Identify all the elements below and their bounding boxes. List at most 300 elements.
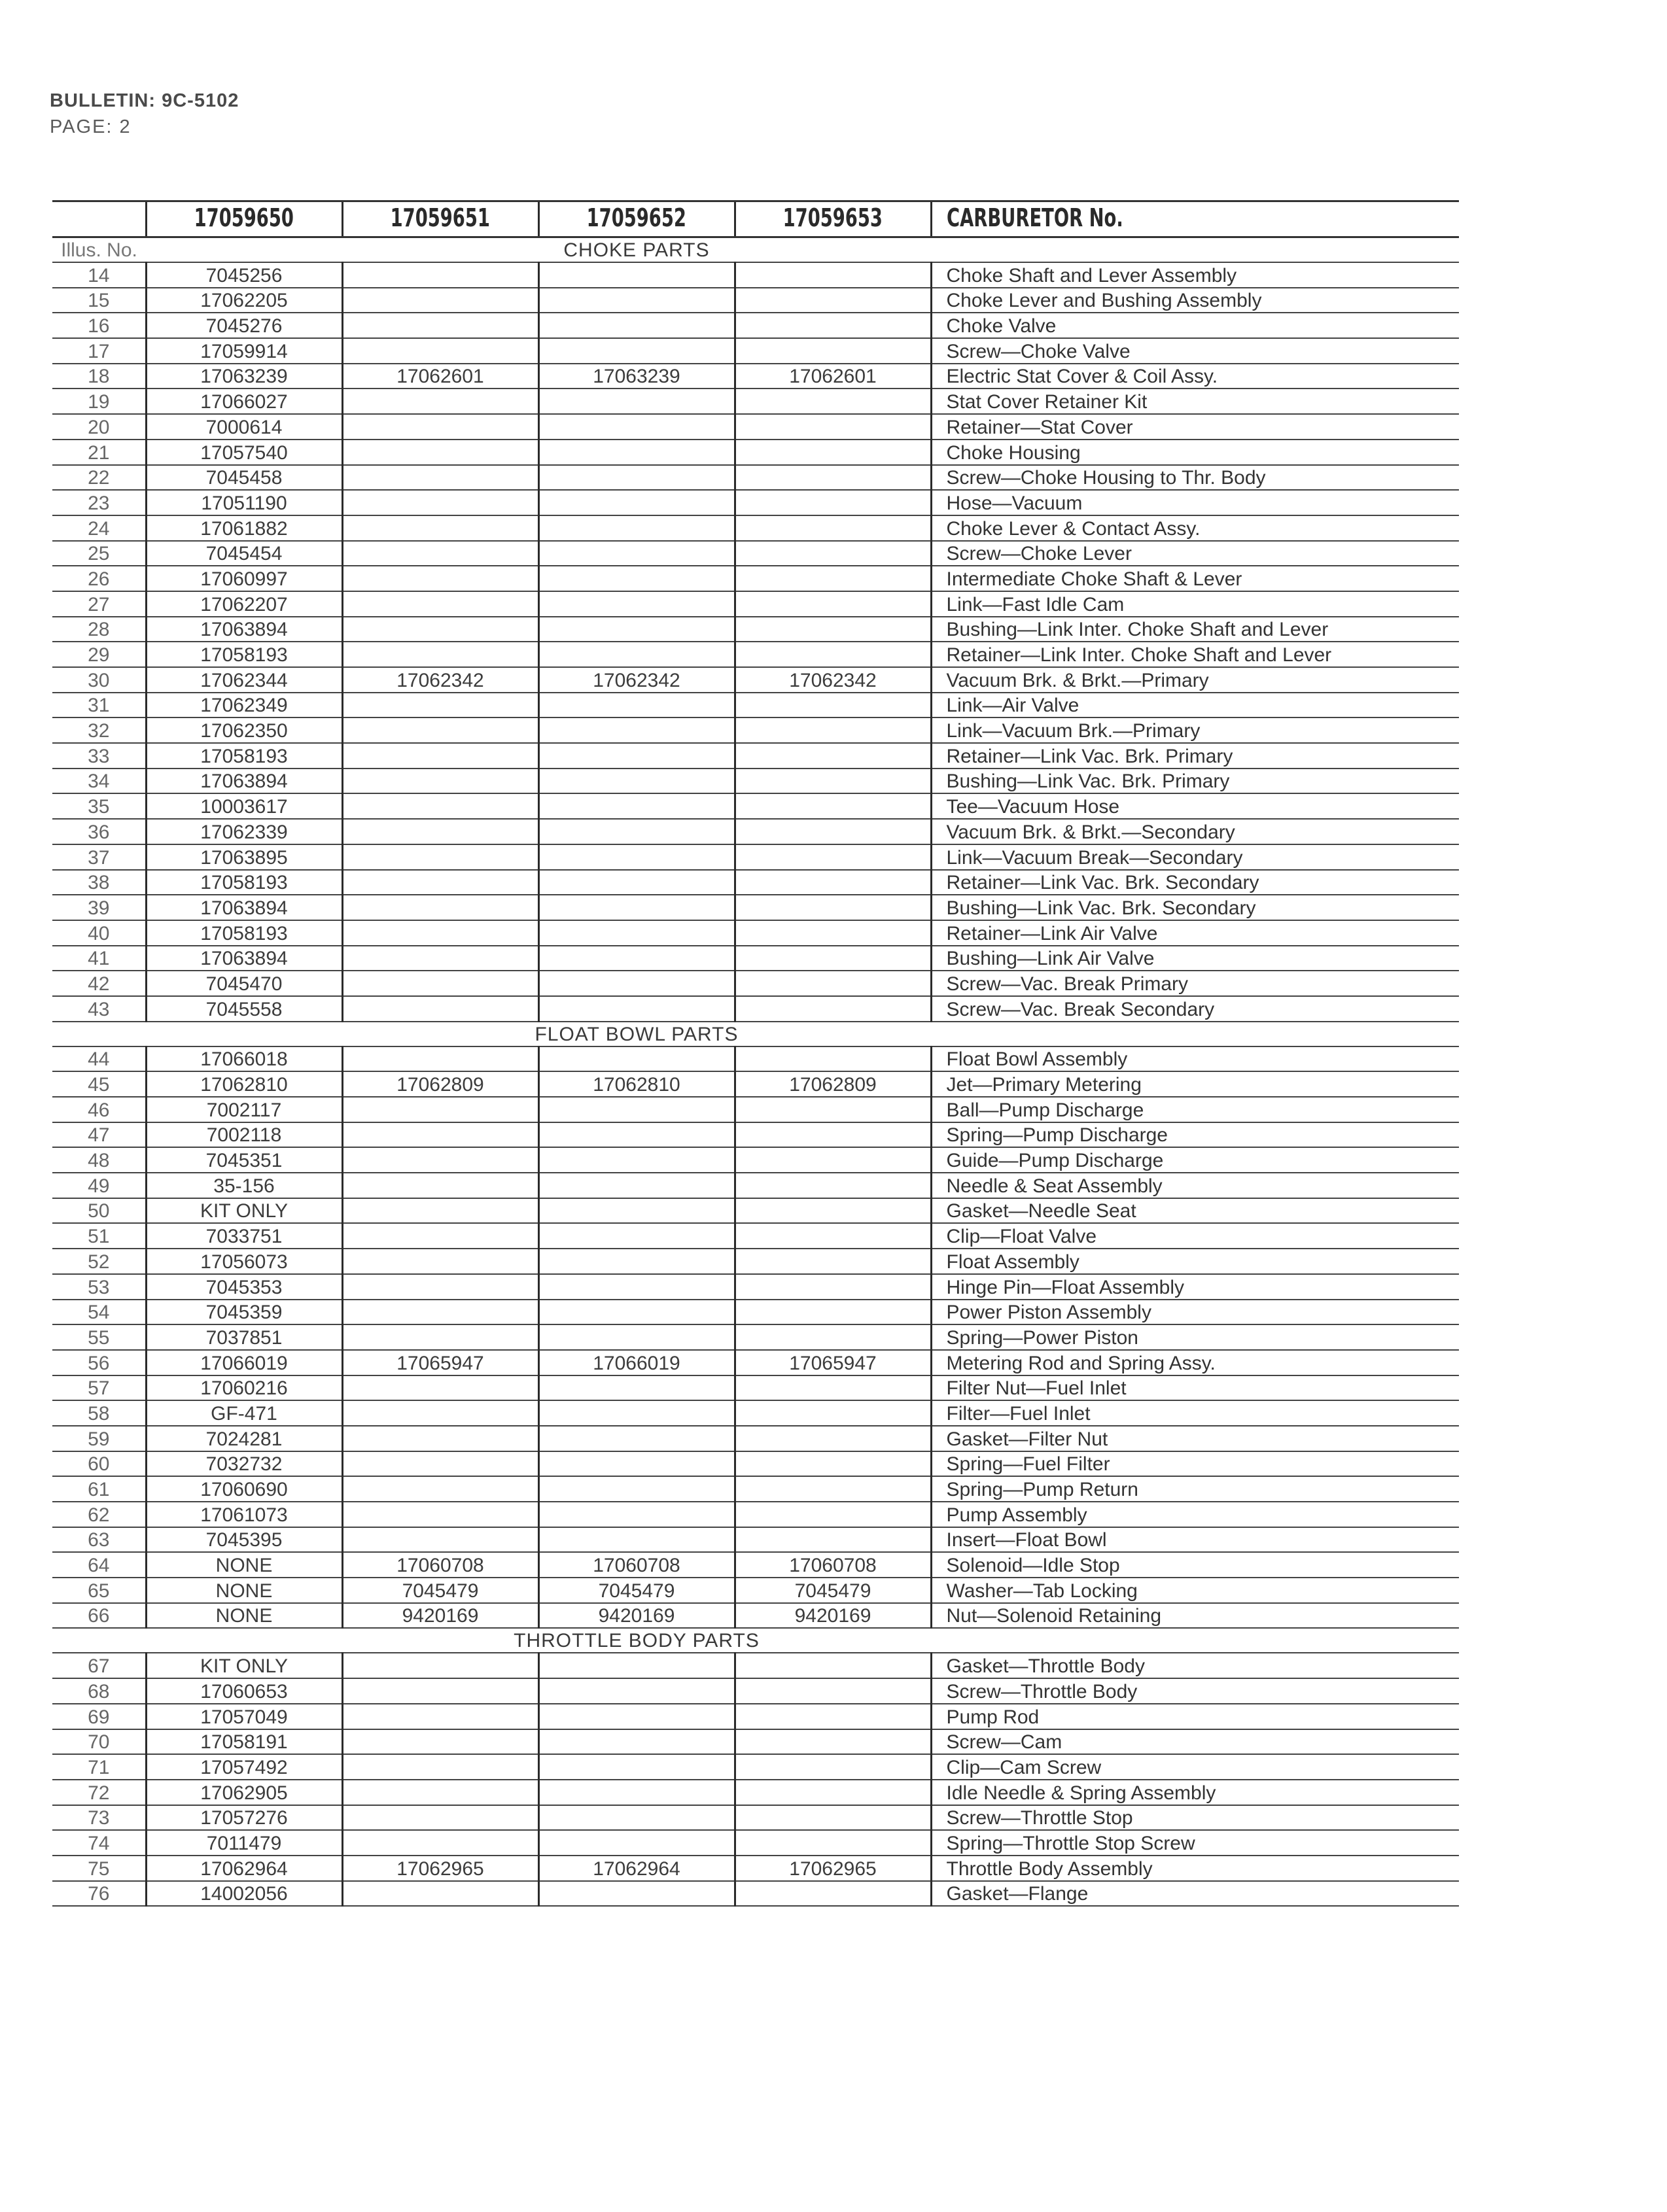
part-number-17059653 (735, 1198, 931, 1224)
part-number-17059652: 17062342 (538, 667, 735, 693)
part-number-17059651 (342, 566, 538, 591)
part-number-17059652 (538, 1704, 735, 1729)
part-number-17059652 (538, 1400, 735, 1426)
illus-number: 22 (52, 465, 146, 491)
part-description: Retainer—Link Air Valve (931, 920, 1459, 946)
part-number-17059653 (735, 1653, 931, 1678)
part-number-17059650: 14002056 (146, 1881, 342, 1907)
table-row (52, 1476, 1459, 1502)
part-number-17059653 (735, 1300, 931, 1325)
part-number-17059652 (538, 288, 735, 313)
part-number-17059651 (342, 1249, 538, 1274)
part-number-17059651 (342, 1046, 538, 1072)
illus-number: 69 (52, 1704, 146, 1729)
part-number-17059652 (538, 1881, 735, 1907)
table-row (52, 338, 1459, 364)
table-row (52, 1400, 1459, 1426)
illus-number: 19 (52, 389, 146, 414)
part-number-17059650: 7045558 (146, 996, 342, 1022)
part-number-17059653 (735, 1426, 931, 1451)
part-number-17059653 (735, 769, 931, 794)
part-description: Choke Lever and Bushing Assembly (931, 288, 1459, 313)
illus-number: 71 (52, 1754, 146, 1780)
part-description: Bushing—Link Air Valve (931, 946, 1459, 971)
part-number-17059653 (735, 1400, 931, 1426)
illus-number: 67 (52, 1653, 146, 1678)
illus-number: 43 (52, 996, 146, 1022)
table-row (52, 1527, 1459, 1553)
part-number-17059652 (538, 566, 735, 591)
part-number-17059650: 17062964 (146, 1856, 342, 1881)
part-number-17059653 (735, 1502, 931, 1527)
section-blank (931, 1628, 1459, 1653)
part-number-17059653 (735, 617, 931, 642)
part-number-17059651 (342, 743, 538, 769)
part-number-17059653 (735, 1451, 931, 1477)
illus-number: 37 (52, 844, 146, 870)
part-number-17059652 (538, 338, 735, 364)
part-description: Pump Rod (931, 1704, 1459, 1729)
part-number-17059652 (538, 1502, 735, 1527)
illus-number: 53 (52, 1274, 146, 1300)
part-number-17059653 (735, 819, 931, 844)
part-number-17059650: 17060653 (146, 1678, 342, 1704)
part-number-17059651 (342, 1122, 538, 1148)
illus-number: 33 (52, 743, 146, 769)
part-number-17059650: 17061882 (146, 515, 342, 541)
part-number-17059653 (735, 1274, 931, 1300)
illus-number: 60 (52, 1451, 146, 1477)
table-row (52, 1451, 1459, 1477)
part-number-17059651 (342, 793, 538, 819)
part-description: Screw—Choke Lever (931, 541, 1459, 566)
illus-number: 41 (52, 946, 146, 971)
part-description: Spring—Pump Return (931, 1476, 1459, 1502)
table-row (52, 693, 1459, 718)
carburetor-parts-table (52, 200, 1459, 1907)
part-number-17059653 (735, 541, 931, 566)
illus-number: 73 (52, 1805, 146, 1831)
illus-number: 27 (52, 591, 146, 617)
part-number-17059651 (342, 870, 538, 895)
part-description: Bushing—Link Vac. Brk. Primary (931, 769, 1459, 794)
illus-number: 50 (52, 1198, 146, 1224)
part-number-17059653 (735, 996, 931, 1022)
illus-number: 63 (52, 1527, 146, 1553)
part-number-17059652 (538, 1527, 735, 1553)
table-row (52, 743, 1459, 769)
part-number-17059652 (538, 1780, 735, 1805)
illus-number: 30 (52, 667, 146, 693)
model-column-1: 17059650 (146, 201, 342, 237)
model-column-4: 17059653 (735, 201, 931, 237)
part-number-17059652 (538, 1451, 735, 1477)
illus-number: 54 (52, 1300, 146, 1325)
part-number-17059653 (735, 1147, 931, 1173)
illus-number: 40 (52, 920, 146, 946)
table-row (52, 1678, 1459, 1704)
illus-number: 28 (52, 617, 146, 642)
part-number-17059651 (342, 1502, 538, 1527)
part-number-17059650: KIT ONLY (146, 1653, 342, 1678)
part-number-17059650: GF-471 (146, 1400, 342, 1426)
table-row (52, 1552, 1459, 1578)
illus-number: 36 (52, 819, 146, 844)
part-number-17059653 (735, 1097, 931, 1122)
illus-number: 74 (52, 1830, 146, 1856)
part-description: Power Piston Assembly (931, 1300, 1459, 1325)
part-number-17059653 (735, 566, 931, 591)
table-row (52, 1578, 1459, 1603)
part-number-17059651 (342, 414, 538, 440)
part-number-17059650: 17062339 (146, 819, 342, 844)
part-number-17059651 (342, 389, 538, 414)
part-description: Link—Vacuum Break—Secondary (931, 844, 1459, 870)
part-number-17059650: 17058193 (146, 743, 342, 769)
part-number-17059652 (538, 1274, 735, 1300)
part-description: Retainer—Link Vac. Brk. Primary (931, 743, 1459, 769)
part-number-17059652 (538, 1653, 735, 1678)
illus-number: 66 (52, 1603, 146, 1629)
part-description: Metering Rod and Spring Assy. (931, 1350, 1459, 1375)
part-number-17059650: 7045395 (146, 1527, 342, 1553)
part-number-17059652 (538, 1678, 735, 1704)
part-number-17059653 (735, 1805, 931, 1831)
part-number-17059651 (342, 1527, 538, 1553)
part-description: Idle Needle & Spring Assembly (931, 1780, 1459, 1805)
part-number-17059650: 17066027 (146, 389, 342, 414)
table-row (52, 946, 1459, 971)
illus-number: 62 (52, 1502, 146, 1527)
part-number-17059652 (538, 617, 735, 642)
illus-number: 48 (52, 1147, 146, 1173)
part-number-17059651: 9420169 (342, 1603, 538, 1629)
part-number-17059653: 17062342 (735, 667, 931, 693)
table-row (52, 1830, 1459, 1856)
illus-number-header: Illus. No. (52, 237, 146, 263)
part-number-17059653 (735, 591, 931, 617)
part-number-17059651 (342, 1147, 538, 1173)
part-number-17059653 (735, 440, 931, 465)
part-number-17059650: 17062207 (146, 591, 342, 617)
table-row (52, 591, 1459, 617)
table-row (52, 1324, 1459, 1350)
part-number-17059653 (735, 338, 931, 364)
part-number-17059650: 17058193 (146, 920, 342, 946)
part-number-17059653 (735, 1173, 931, 1198)
part-description: Gasket—Needle Seat (931, 1198, 1459, 1224)
table-row (52, 1300, 1459, 1325)
illus-number: 15 (52, 288, 146, 313)
part-number-17059651 (342, 465, 538, 491)
part-number-17059650: KIT ONLY (146, 1198, 342, 1224)
part-number-17059653 (735, 920, 931, 946)
part-number-17059650: 17059914 (146, 338, 342, 364)
illus-number: 24 (52, 515, 146, 541)
part-number-17059650: 17062905 (146, 1780, 342, 1805)
illus-number: 49 (52, 1173, 146, 1198)
part-description: Float Bowl Assembly (931, 1046, 1459, 1072)
part-description: Float Assembly (931, 1249, 1459, 1274)
table-row (52, 1274, 1459, 1300)
header-row (52, 201, 1459, 237)
part-description: Tee—Vacuum Hose (931, 793, 1459, 819)
part-number-17059652 (538, 1147, 735, 1173)
section-blank (52, 1628, 146, 1653)
table-row (52, 490, 1459, 515)
part-number-17059651 (342, 920, 538, 946)
part-number-17059650: 17058193 (146, 642, 342, 667)
part-description: Gasket—Filter Nut (931, 1426, 1459, 1451)
table-row (52, 1754, 1459, 1780)
part-number-17059652 (538, 1249, 735, 1274)
part-number-17059650: NONE (146, 1552, 342, 1578)
part-number-17059652 (538, 717, 735, 743)
table-row (52, 1780, 1459, 1805)
part-number-17059650: 7024281 (146, 1426, 342, 1451)
table-row (52, 1653, 1459, 1678)
part-number-17059650: 17060216 (146, 1375, 342, 1401)
part-description: Bushing—Link Vac. Brk. Secondary (931, 895, 1459, 920)
part-number-17059651: 17060708 (342, 1552, 538, 1578)
part-number-17059651 (342, 440, 538, 465)
part-number-17059651 (342, 1729, 538, 1755)
part-number-17059653 (735, 262, 931, 288)
part-number-17059653: 17062809 (735, 1071, 931, 1097)
part-number-17059652: 17060708 (538, 1552, 735, 1578)
part-number-17059651: 17065947 (342, 1350, 538, 1375)
part-number-17059653 (735, 1527, 931, 1553)
part-number-17059650: 7032732 (146, 1451, 342, 1477)
part-number-17059653: 9420169 (735, 1603, 931, 1629)
part-number-17059651 (342, 946, 538, 971)
part-number-17059652 (538, 1375, 735, 1401)
table-row (52, 667, 1459, 693)
table-row (52, 313, 1459, 338)
part-number-17059652 (538, 440, 735, 465)
part-number-17059652 (538, 996, 735, 1022)
part-description: Insert—Float Bowl (931, 1527, 1459, 1553)
illus-number: 68 (52, 1678, 146, 1704)
part-number-17059653 (735, 1881, 931, 1907)
table-row (52, 541, 1459, 566)
part-number-17059651 (342, 1704, 538, 1729)
part-number-17059653 (735, 1754, 931, 1780)
part-number-17059653 (735, 743, 931, 769)
part-number-17059653: 17062601 (735, 364, 931, 389)
part-description: Spring—Power Piston (931, 1324, 1459, 1350)
part-number-17059652: 17063239 (538, 364, 735, 389)
part-description: Intermediate Choke Shaft & Lever (931, 566, 1459, 591)
part-number-17059652 (538, 895, 735, 920)
section-blank (931, 237, 1459, 263)
illus-number: 16 (52, 313, 146, 338)
part-description: Pump Assembly (931, 1502, 1459, 1527)
part-number-17059650: 17062349 (146, 693, 342, 718)
part-number-17059652 (538, 844, 735, 870)
part-description: Screw—Cam (931, 1729, 1459, 1755)
part-number-17059651 (342, 1400, 538, 1426)
part-number-17059651 (342, 1451, 538, 1477)
part-description: Retainer—Link Inter. Choke Shaft and Lever (931, 642, 1459, 667)
part-number-17059650: NONE (146, 1578, 342, 1603)
table-row (52, 414, 1459, 440)
part-description: Link—Air Valve (931, 693, 1459, 718)
part-number-17059652 (538, 414, 735, 440)
part-description: Ball—Pump Discharge (931, 1097, 1459, 1122)
table-row (52, 566, 1459, 591)
part-number-17059653: 17065947 (735, 1350, 931, 1375)
part-number-17059650: 7037851 (146, 1324, 342, 1350)
part-number-17059650: 7045458 (146, 465, 342, 491)
illus-number: 72 (52, 1780, 146, 1805)
part-number-17059651 (342, 288, 538, 313)
illus-number: 25 (52, 541, 146, 566)
part-number-17059652 (538, 515, 735, 541)
table-row (52, 1147, 1459, 1173)
illus-number: 14 (52, 262, 146, 288)
part-number-17059651: 17062809 (342, 1071, 538, 1097)
part-number-17059653 (735, 717, 931, 743)
part-number-17059652 (538, 1223, 735, 1249)
section-title: THROTTLE BODY PARTS (342, 1628, 931, 1653)
part-number-17059650: 17057049 (146, 1704, 342, 1729)
part-number-17059651 (342, 1097, 538, 1122)
part-number-17059651 (342, 1653, 538, 1678)
part-number-17059652 (538, 1300, 735, 1325)
part-number-17059650: 10003617 (146, 793, 342, 819)
part-number-17059650: 17051190 (146, 490, 342, 515)
part-number-17059651 (342, 1223, 538, 1249)
part-number-17059653 (735, 1704, 931, 1729)
part-number-17059650: 7002118 (146, 1122, 342, 1148)
part-number-17059651 (342, 617, 538, 642)
part-number-17059650: 7045353 (146, 1274, 342, 1300)
part-number-17059653 (735, 1122, 931, 1148)
part-description: Link—Vacuum Brk.—Primary (931, 717, 1459, 743)
illus-number: 55 (52, 1324, 146, 1350)
part-description: Clip—Cam Screw (931, 1754, 1459, 1780)
part-description: Screw—Choke Valve (931, 338, 1459, 364)
illus-number: 64 (52, 1552, 146, 1578)
part-number-17059651 (342, 819, 538, 844)
part-number-17059650: 35-156 (146, 1173, 342, 1198)
part-number-17059650: 7045454 (146, 541, 342, 566)
part-number-17059652 (538, 870, 735, 895)
part-description: Gasket—Throttle Body (931, 1653, 1459, 1678)
part-number-17059652 (538, 1729, 735, 1755)
illus-number: 23 (52, 490, 146, 515)
part-number-17059650: 17063895 (146, 844, 342, 870)
section-blank (146, 237, 342, 263)
part-description: Link—Fast Idle Cam (931, 591, 1459, 617)
table-row (52, 717, 1459, 743)
part-number-17059650: 17058191 (146, 1729, 342, 1755)
part-number-17059652 (538, 1476, 735, 1502)
table-row (52, 1122, 1459, 1148)
table-row (52, 1502, 1459, 1527)
part-number-17059651 (342, 1173, 538, 1198)
part-number-17059651 (342, 338, 538, 364)
part-description: Screw—Throttle Body (931, 1678, 1459, 1704)
bulletin-number: BULLETIN: 9C-5102 (50, 90, 239, 111)
part-number-17059650: 17063239 (146, 364, 342, 389)
part-number-17059650: 17066018 (146, 1046, 342, 1072)
section-blank (146, 1022, 342, 1046)
part-number-17059653 (735, 895, 931, 920)
part-number-17059653 (735, 793, 931, 819)
part-description: Electric Stat Cover & Coil Assy. (931, 364, 1459, 389)
table-row (52, 870, 1459, 895)
part-description: Throttle Body Assembly (931, 1856, 1459, 1881)
part-number-17059652: 17062964 (538, 1856, 735, 1881)
part-number-17059651 (342, 844, 538, 870)
part-number-17059653 (735, 1830, 931, 1856)
part-number-17059651 (342, 1678, 538, 1704)
part-description: Choke Valve (931, 313, 1459, 338)
table-row (52, 1805, 1459, 1831)
table-row (52, 920, 1459, 946)
table-row (52, 288, 1459, 313)
part-number-17059653 (735, 490, 931, 515)
illus-number: 34 (52, 769, 146, 794)
part-number-17059650: 7045359 (146, 1300, 342, 1325)
part-number-17059653 (735, 515, 931, 541)
part-number-17059651 (342, 313, 538, 338)
table-row (52, 1249, 1459, 1274)
part-description: Stat Cover Retainer Kit (931, 389, 1459, 414)
part-number-17059652 (538, 693, 735, 718)
table-row (52, 364, 1459, 389)
illus-number: 76 (52, 1881, 146, 1907)
part-number-17059653 (735, 1324, 931, 1350)
part-number-17059650: 7045276 (146, 313, 342, 338)
part-number-17059650: 17062205 (146, 288, 342, 313)
part-number-17059653: 17060708 (735, 1552, 931, 1578)
illus-number: 21 (52, 440, 146, 465)
part-description: Nut—Solenoid Retaining (931, 1603, 1459, 1629)
part-number-17059651: 17062601 (342, 364, 538, 389)
part-number-17059650: 17057540 (146, 440, 342, 465)
illus-number: 57 (52, 1375, 146, 1401)
part-description: Filter—Fuel Inlet (931, 1400, 1459, 1426)
page-number: PAGE: 2 (50, 116, 132, 137)
part-number-17059651: 17062342 (342, 667, 538, 693)
part-number-17059650: 17057492 (146, 1754, 342, 1780)
illus-number: 51 (52, 1223, 146, 1249)
part-number-17059651 (342, 1881, 538, 1907)
part-number-17059650: 17063894 (146, 769, 342, 794)
table-row (52, 844, 1459, 870)
part-number-17059653 (735, 1780, 931, 1805)
part-number-17059653 (735, 1729, 931, 1755)
part-description: Clip—Float Valve (931, 1223, 1459, 1249)
table-row (52, 819, 1459, 844)
part-number-17059652: 9420169 (538, 1603, 735, 1629)
table-row (52, 1426, 1459, 1451)
part-number-17059652 (538, 920, 735, 946)
part-description: Screw—Choke Housing to Thr. Body (931, 465, 1459, 491)
part-number-17059652 (538, 1754, 735, 1780)
part-number-17059653 (735, 971, 931, 996)
part-number-17059652 (538, 490, 735, 515)
part-number-17059653 (735, 946, 931, 971)
part-number-17059650: 17056073 (146, 1249, 342, 1274)
section-row (52, 237, 1459, 263)
part-number-17059653 (735, 642, 931, 667)
part-number-17059650: 17063894 (146, 946, 342, 971)
part-number-17059652 (538, 946, 735, 971)
